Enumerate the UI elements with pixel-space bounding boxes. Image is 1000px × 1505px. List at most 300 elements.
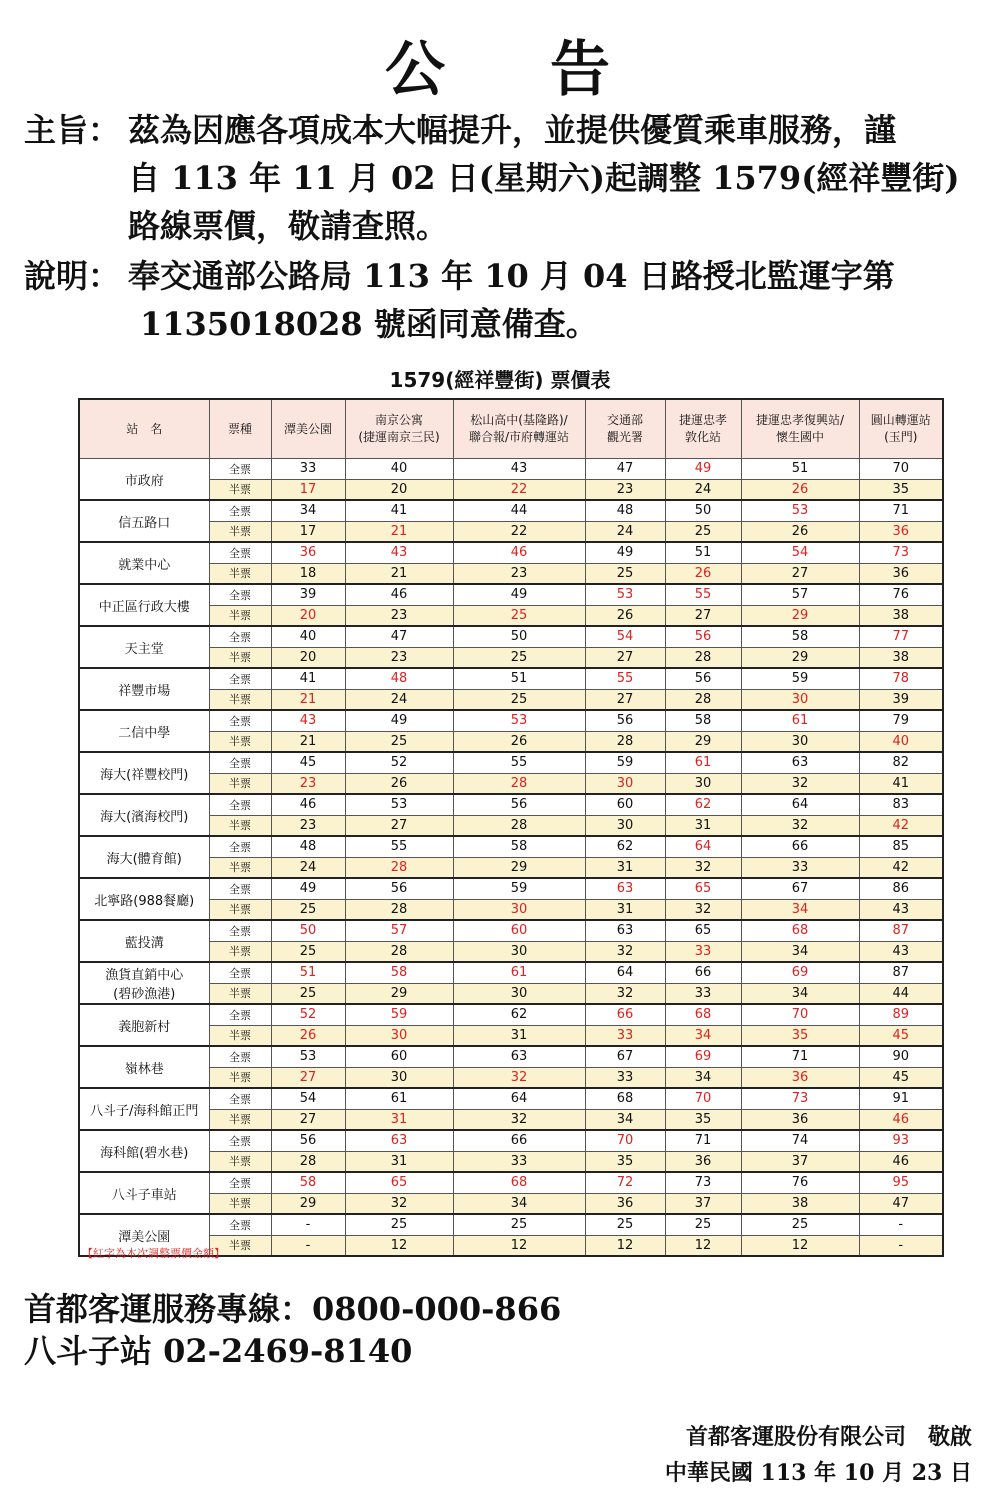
- fare-cell: 31: [345, 1151, 453, 1172]
- fare-cell: 12: [665, 1235, 741, 1256]
- fare-cell: 32: [665, 899, 741, 920]
- fare-cell: 25: [345, 731, 453, 752]
- fare-cell: 62: [453, 1004, 585, 1025]
- fare-cell: 42: [859, 857, 943, 878]
- explain-line-1: 奉交通部公路局 113 年 10 月 04 日路授北監運字第: [128, 257, 895, 295]
- fare-table-title: 1579(經祥豐街) 票價表: [389, 368, 611, 392]
- notice-title-char-1: 公: [385, 35, 445, 105]
- column-header-3: 南京公寓 (捷運南京三民): [345, 399, 453, 459]
- fare-cell: 54: [741, 542, 859, 563]
- table-row: [79, 689, 943, 710]
- fare-cell: 33: [665, 983, 741, 1004]
- fare-cell: 12: [345, 1235, 453, 1256]
- table-row: [79, 983, 943, 1004]
- fare-cell: 34: [665, 1067, 741, 1088]
- fare-cell: 74: [741, 1130, 859, 1151]
- fare-cell: 32: [453, 1067, 585, 1088]
- ticket-type: 半票: [209, 731, 271, 752]
- table-row: [79, 1088, 943, 1109]
- fare-cell: 25: [453, 647, 585, 668]
- fare-cell: 33: [741, 857, 859, 878]
- fare-cell: 63: [585, 878, 665, 899]
- fare-cell: 55: [585, 668, 665, 689]
- fare-cell: 66: [741, 836, 859, 857]
- fare-cell: 30: [345, 1067, 453, 1088]
- ticket-type: 半票: [209, 983, 271, 1004]
- fare-cell: 41: [859, 773, 943, 794]
- fare-cell: 25: [453, 1214, 585, 1235]
- fare-cell: 23: [585, 479, 665, 500]
- fare-cell: 20: [271, 647, 345, 668]
- fare-cell: 31: [345, 1109, 453, 1130]
- fare-cell: 82: [859, 752, 943, 773]
- fare-cell: 33: [585, 1067, 665, 1088]
- fare-cell: 61: [453, 962, 585, 983]
- station-phone: 八斗子站 02-2469-8140: [24, 1332, 413, 1370]
- fare-cell: 29: [271, 1193, 345, 1214]
- fare-cell: 23: [345, 605, 453, 626]
- fare-cell: 47: [585, 459, 665, 480]
- fare-cell: 26: [345, 773, 453, 794]
- fare-cell: 32: [741, 815, 859, 836]
- fare-cell: 28: [453, 773, 585, 794]
- fare-cell: 29: [345, 983, 453, 1004]
- ticket-type: 全票: [209, 962, 271, 983]
- fare-cell: 73: [859, 542, 943, 563]
- fare-cell: 39: [859, 689, 943, 710]
- fare-cell: 28: [585, 731, 665, 752]
- table-row: [79, 1046, 943, 1067]
- fare-cell: 48: [585, 500, 665, 521]
- fare-cell: 28: [665, 647, 741, 668]
- fare-cell: 38: [741, 1193, 859, 1214]
- fare-cell: 23: [345, 647, 453, 668]
- table-row: [79, 563, 943, 584]
- ticket-type: 半票: [209, 605, 271, 626]
- ticket-type: 半票: [209, 647, 271, 668]
- fare-cell: 36: [859, 563, 943, 584]
- fare-cell: 91: [859, 1088, 943, 1109]
- ticket-type: 全票: [209, 752, 271, 773]
- fare-cell: 51: [453, 668, 585, 689]
- fare-cell: 53: [271, 1046, 345, 1067]
- fare-cell: 26: [453, 731, 585, 752]
- fare-cell: 50: [665, 500, 741, 521]
- fare-cell: 56: [453, 794, 585, 815]
- fare-cell: 29: [453, 857, 585, 878]
- fare-cell: 22: [453, 521, 585, 542]
- fare-cell: 39: [271, 584, 345, 605]
- fare-cell: 51: [271, 962, 345, 983]
- fare-cell: 58: [453, 836, 585, 857]
- fare-cell: 60: [585, 794, 665, 815]
- fare-cell: 45: [271, 752, 345, 773]
- fare-cell: 50: [271, 920, 345, 941]
- table-row: [79, 1151, 943, 1172]
- fare-cell: 51: [741, 459, 859, 480]
- fare-cell: 62: [585, 836, 665, 857]
- station-name: 中正區行政大樓: [79, 584, 209, 626]
- fare-cell: 40: [345, 459, 453, 480]
- subject-line-2: 自 113 年 11 月 02 日(星期六)起調整 1579(經祥豐街): [128, 159, 960, 197]
- fare-cell: -: [271, 1235, 345, 1256]
- fare-cell: 32: [345, 1193, 453, 1214]
- station-name: 信五路口: [79, 500, 209, 542]
- fare-cell: 43: [453, 459, 585, 480]
- fare-cell: 69: [741, 962, 859, 983]
- fare-cell: 31: [453, 1025, 585, 1046]
- fare-cell: 77: [859, 626, 943, 647]
- fare-cell: 66: [585, 1004, 665, 1025]
- fare-cell: -: [271, 1214, 345, 1235]
- station-name: 嶺林巷: [79, 1046, 209, 1088]
- table-row: [79, 626, 943, 647]
- column-header-1: 票種: [209, 399, 271, 459]
- ticket-type: 全票: [209, 1130, 271, 1151]
- fare-cell: 42: [859, 815, 943, 836]
- fare-cell: 29: [741, 605, 859, 626]
- fare-cell: 34: [453, 1193, 585, 1214]
- notice-date: 中華民國 113 年 10 月 23 日: [664, 1460, 972, 1486]
- explain-line-2: 1135018028 號函同意備查。: [140, 305, 598, 343]
- fare-cell: 40: [859, 731, 943, 752]
- fare-cell: 64: [741, 794, 859, 815]
- fare-cell: 26: [585, 605, 665, 626]
- fare-cell: 37: [741, 1151, 859, 1172]
- station-name: 二信中學: [79, 710, 209, 752]
- fare-cell: 90: [859, 1046, 943, 1067]
- table-row: [79, 668, 943, 689]
- fare-cell: 25: [453, 605, 585, 626]
- fare-cell: 63: [741, 752, 859, 773]
- fare-cell: 53: [345, 794, 453, 815]
- table-row: [79, 1067, 943, 1088]
- fare-cell: 27: [665, 605, 741, 626]
- ticket-type: 全票: [209, 794, 271, 815]
- fare-cell: 34: [665, 1025, 741, 1046]
- table-row: [79, 920, 943, 941]
- fare-cell: 93: [859, 1130, 943, 1151]
- fare-cell: 59: [741, 668, 859, 689]
- table-row: [79, 1193, 943, 1214]
- fare-cell: 63: [345, 1130, 453, 1151]
- fare-cell: 30: [453, 899, 585, 920]
- fare-cell: 87: [859, 920, 943, 941]
- fare-cell: 26: [665, 563, 741, 584]
- ticket-type: 全票: [209, 668, 271, 689]
- fare-cell: 52: [345, 752, 453, 773]
- ticket-type: 全票: [209, 542, 271, 563]
- fare-cell: 66: [665, 962, 741, 983]
- fare-cell: 36: [741, 1109, 859, 1130]
- fare-cell: 52: [271, 1004, 345, 1025]
- fare-cell: 46: [345, 584, 453, 605]
- fare-cell: 32: [665, 857, 741, 878]
- fare-cell: 23: [271, 815, 345, 836]
- fare-cell: 25: [665, 1214, 741, 1235]
- table-row: [79, 1214, 943, 1235]
- fare-cell: 30: [741, 731, 859, 752]
- ticket-type: 半票: [209, 479, 271, 500]
- fare-cell: 71: [859, 500, 943, 521]
- fare-cell: 76: [859, 584, 943, 605]
- fare-cell: 43: [859, 941, 943, 962]
- fare-cell: 34: [741, 941, 859, 962]
- fare-cell: 45: [859, 1025, 943, 1046]
- station-name: 海科館(碧水巷): [79, 1130, 209, 1172]
- fare-cell: 69: [665, 1046, 741, 1067]
- fare-cell: 21: [345, 563, 453, 584]
- fare-cell: 51: [665, 542, 741, 563]
- ticket-type: 半票: [209, 1109, 271, 1130]
- fare-cell: 36: [585, 1193, 665, 1214]
- ticket-type: 全票: [209, 836, 271, 857]
- fare-cell: 54: [271, 1088, 345, 1109]
- fare-cell: 34: [271, 500, 345, 521]
- fare-cell: 46: [859, 1109, 943, 1130]
- fare-cell: 41: [271, 668, 345, 689]
- fare-cell: 26: [741, 479, 859, 500]
- station-name: 八斗子/海科館正門: [79, 1088, 209, 1130]
- fare-cell: 58: [665, 710, 741, 731]
- table-row: [79, 1004, 943, 1025]
- fare-cell: 53: [453, 710, 585, 731]
- ticket-type: 半票: [209, 689, 271, 710]
- fare-cell: 61: [345, 1088, 453, 1109]
- station-name: 義胞新村: [79, 1004, 209, 1046]
- fare-cell: 65: [345, 1172, 453, 1193]
- fare-cell: 20: [271, 605, 345, 626]
- fare-cell: 73: [665, 1172, 741, 1193]
- fare-cell: 34: [741, 899, 859, 920]
- table-row: [79, 878, 943, 899]
- fare-cell: 27: [585, 647, 665, 668]
- fare-cell: 30: [453, 941, 585, 962]
- column-header-6: 捷運忠孝 敦化站: [665, 399, 741, 459]
- table-row: [79, 1109, 943, 1130]
- fare-cell: 54: [585, 626, 665, 647]
- ticket-type: 半票: [209, 1067, 271, 1088]
- fare-cell: 30: [665, 773, 741, 794]
- table-row: [79, 584, 943, 605]
- fare-cell: 36: [271, 542, 345, 563]
- ticket-type: 半票: [209, 563, 271, 584]
- fare-cell: 21: [271, 731, 345, 752]
- fare-cell: 53: [741, 500, 859, 521]
- fare-cell: 25: [271, 899, 345, 920]
- fare-cell: -: [859, 1235, 943, 1256]
- table-row: [79, 459, 943, 480]
- table-row: [79, 1025, 943, 1046]
- fare-cell: 64: [665, 836, 741, 857]
- fare-cell: 48: [271, 836, 345, 857]
- table-row: [79, 962, 943, 983]
- fare-cell: 63: [453, 1046, 585, 1067]
- fare-cell: 63: [585, 920, 665, 941]
- ticket-type: 半票: [209, 941, 271, 962]
- fare-cell: 45: [859, 1067, 943, 1088]
- fare-cell: -: [859, 1214, 943, 1235]
- fare-cell: 71: [665, 1130, 741, 1151]
- column-header-2: 潭美公園: [271, 399, 345, 459]
- fare-cell: 56: [665, 668, 741, 689]
- fare-cell: 26: [741, 521, 859, 542]
- fare-cell: 56: [271, 1130, 345, 1151]
- fare-cell: 70: [741, 1004, 859, 1025]
- fare-cell: 25: [585, 563, 665, 584]
- fare-cell: 21: [345, 521, 453, 542]
- ticket-type: 全票: [209, 878, 271, 899]
- fare-cell: 53: [585, 584, 665, 605]
- fare-cell: 56: [585, 710, 665, 731]
- fare-cell: 29: [741, 647, 859, 668]
- table-row: [79, 731, 943, 752]
- fare-cell: 59: [345, 1004, 453, 1025]
- ticket-type: 全票: [209, 459, 271, 480]
- station-name: 祥豐市場: [79, 668, 209, 710]
- fare-cell: 79: [859, 710, 943, 731]
- fare-cell: 35: [665, 1109, 741, 1130]
- ticket-type: 全票: [209, 626, 271, 647]
- fare-cell: 30: [453, 983, 585, 1004]
- fare-table-header: [79, 399, 943, 459]
- fare-cell: 64: [585, 962, 665, 983]
- fare-cell: 65: [665, 920, 741, 941]
- fare-cell: 31: [665, 815, 741, 836]
- fare-cell: 32: [453, 1109, 585, 1130]
- ticket-type: 全票: [209, 1004, 271, 1025]
- fare-cell: 49: [453, 584, 585, 605]
- fare-cell: 56: [665, 626, 741, 647]
- fare-cell: 12: [585, 1235, 665, 1256]
- ticket-type: 半票: [209, 857, 271, 878]
- ticket-type: 半票: [209, 1235, 271, 1256]
- fare-cell: 95: [859, 1172, 943, 1193]
- station-name: 潭美公園: [79, 1214, 209, 1256]
- fare-cell: 23: [453, 563, 585, 584]
- fare-cell: 32: [585, 941, 665, 962]
- fare-cell: 55: [453, 752, 585, 773]
- fare-cell: 37: [665, 1193, 741, 1214]
- station-name: 海大(濱海校門): [79, 794, 209, 836]
- station-name: 八斗子車站: [79, 1172, 209, 1214]
- table-row: [79, 836, 943, 857]
- fare-cell: 25: [271, 983, 345, 1004]
- fare-cell: 12: [741, 1235, 859, 1256]
- fare-cell: 60: [453, 920, 585, 941]
- fare-cell: 43: [271, 710, 345, 731]
- subject-label: 主旨：: [24, 111, 121, 149]
- fare-cell: 25: [271, 941, 345, 962]
- fare-cell: 25: [453, 689, 585, 710]
- ticket-type: 半票: [209, 773, 271, 794]
- fare-cell: 73: [741, 1088, 859, 1109]
- station-name: 北寧路(988餐廳): [79, 878, 209, 920]
- table-row: [79, 1130, 943, 1151]
- fare-cell: 57: [741, 584, 859, 605]
- station-name: 漁貨直銷中心 (碧砂漁港): [79, 962, 209, 1004]
- ticket-type: 全票: [209, 1214, 271, 1235]
- fare-cell: 68: [665, 1004, 741, 1025]
- subject-line-3: 路線票價，敬請查照。: [128, 207, 449, 245]
- table-row: [79, 521, 943, 542]
- fare-cell: 25: [665, 521, 741, 542]
- fare-cell: 83: [859, 794, 943, 815]
- fare-cell: 58: [271, 1172, 345, 1193]
- fare-cell: 36: [665, 1151, 741, 1172]
- fare-cell: 70: [665, 1088, 741, 1109]
- fare-cell: 38: [859, 605, 943, 626]
- company-signature: 首都客運股份有限公司 敬啟: [685, 1424, 972, 1450]
- ticket-type: 半票: [209, 1151, 271, 1172]
- fare-cell: 76: [741, 1172, 859, 1193]
- fare-cell: 30: [585, 773, 665, 794]
- fare-cell: 68: [741, 920, 859, 941]
- fare-cell: 20: [345, 479, 453, 500]
- fare-cell: 32: [585, 983, 665, 1004]
- fare-cell: 36: [741, 1067, 859, 1088]
- fare-cell: 71: [741, 1046, 859, 1067]
- fare-cell: 78: [859, 668, 943, 689]
- fare-cell: 49: [345, 710, 453, 731]
- station-name: 天主堂: [79, 626, 209, 668]
- fare-cell: 59: [453, 878, 585, 899]
- column-header-0: 站 名: [79, 399, 209, 459]
- fare-cell: 25: [741, 1214, 859, 1235]
- table-row: [79, 1172, 943, 1193]
- fare-cell: 27: [585, 689, 665, 710]
- station-name: 藍投溝: [79, 920, 209, 962]
- notice-title-char-2: 告: [550, 35, 610, 105]
- fare-cell: 56: [345, 878, 453, 899]
- table-row: [79, 605, 943, 626]
- fare-cell: 35: [585, 1151, 665, 1172]
- fare-cell: 33: [453, 1151, 585, 1172]
- fare-table: [78, 398, 944, 1257]
- ticket-type: 全票: [209, 1088, 271, 1109]
- fare-cell: 24: [345, 689, 453, 710]
- fare-cell: 46: [453, 542, 585, 563]
- fare-cell: 49: [271, 878, 345, 899]
- fare-cell: 55: [665, 584, 741, 605]
- fare-cell: 62: [665, 794, 741, 815]
- fare-cell: 22: [453, 479, 585, 500]
- fare-cell: 24: [271, 857, 345, 878]
- fare-cell: 34: [585, 1109, 665, 1130]
- fare-cell: 27: [271, 1109, 345, 1130]
- fare-cell: 47: [859, 1193, 943, 1214]
- fare-cell: 27: [741, 563, 859, 584]
- fare-cell: 67: [585, 1046, 665, 1067]
- fare-cell: 44: [453, 500, 585, 521]
- red-text-note: 【紅字為本次調整票價金額】: [82, 1247, 225, 1260]
- table-row: [79, 752, 943, 773]
- ticket-type: 全票: [209, 584, 271, 605]
- fare-cell: 43: [859, 899, 943, 920]
- fare-cell: 28: [345, 857, 453, 878]
- fare-cell: 30: [741, 689, 859, 710]
- fare-cell: 24: [665, 479, 741, 500]
- fare-cell: 27: [345, 815, 453, 836]
- fare-cell: 17: [271, 479, 345, 500]
- ticket-type: 半票: [209, 815, 271, 836]
- fare-cell: 33: [665, 941, 741, 962]
- fare-cell: 36: [859, 521, 943, 542]
- fare-cell: 60: [345, 1046, 453, 1067]
- fare-cell: 85: [859, 836, 943, 857]
- fare-cell: 44: [859, 983, 943, 1004]
- ticket-type: 全票: [209, 920, 271, 941]
